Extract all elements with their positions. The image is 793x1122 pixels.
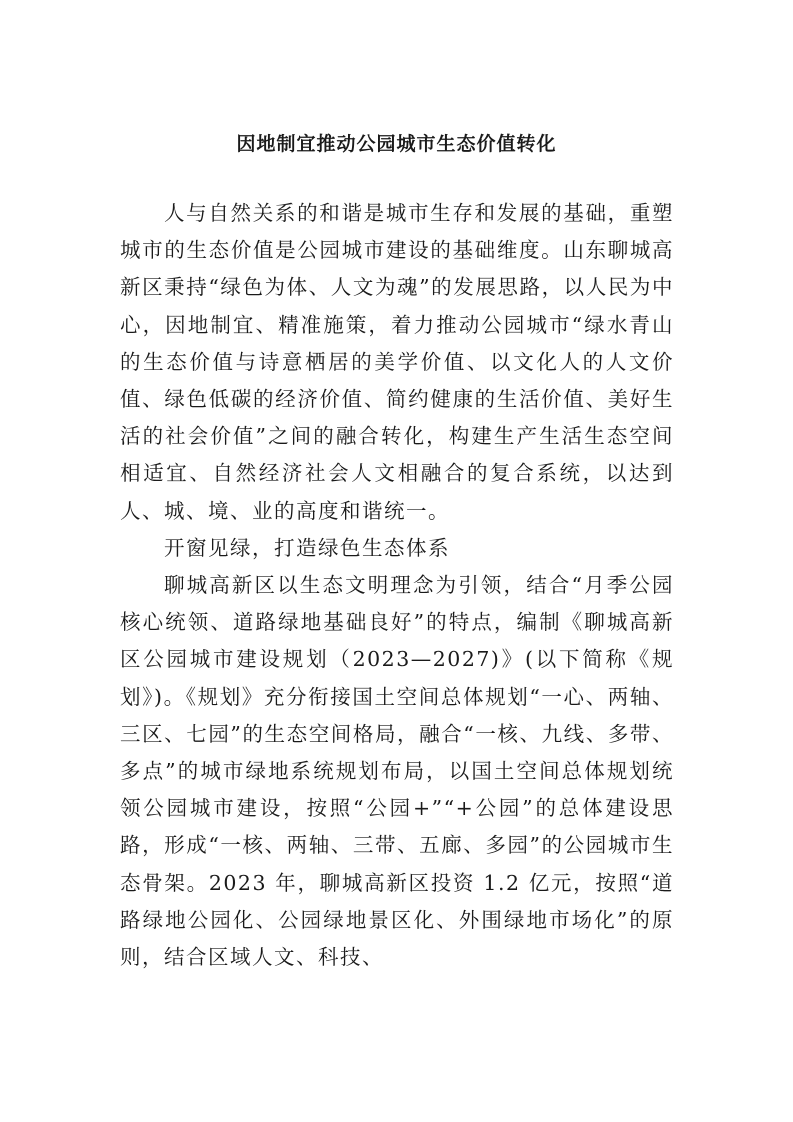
body-paragraph: 聊城高新区以生态文明理念为引领，结合“月季公园核心统领、道路绿地基础良好”的特点，编制《聊城高新区公园城市建设规划（2023—2027)》(以下简称《规划》)。《规划》充分衔接国土空间总体规划“一心、两轴、三区、七园”的生态空间格局，融合“一核、九线、多带、多点”的城市绿地系统规划布局，以国土空间总体规划统领公园城市建设，按照“公园+”“+公园”的总体建设思路，形成“一核、两轴、三带、五廊、多园”的公园城市生态骨架。2023 年，聊城高新区投资 1.2 亿元，按照“道路绿地公园化、公园绿地景区化、外围绿地市场化”的原则，结合区域人文、科技、 <box>120 573 674 970</box>
section-heading: 开窗见绿，打造绿色生态体系 <box>164 535 450 560</box>
document-title: 因地制宜推动公园城市生态价值转化 <box>236 133 557 155</box>
document-body <box>120 195 674 976</box>
body-paragraph: 人与自然关系的和谐是城市生存和发展的基础，重塑城市的生态价值是公园城市建设的基础维度。山东聊城高新区秉持“绿色为体、人文为魂”的发展思路，以人民为中心，因地制宜、精准施策，着力推动公园城市“绿水青山的生态价值与诗意栖居的美学价值、以文化人的人文价值、绿色低碳的经济价值、简约健康的生活价值、美好生活的社会价值”之间的融合转化，构建生产生活生态空间相适宜、自然经济社会人文相融合的复合系统，以达到人、城、境、业的高度和谐统一。 <box>120 201 674 523</box>
